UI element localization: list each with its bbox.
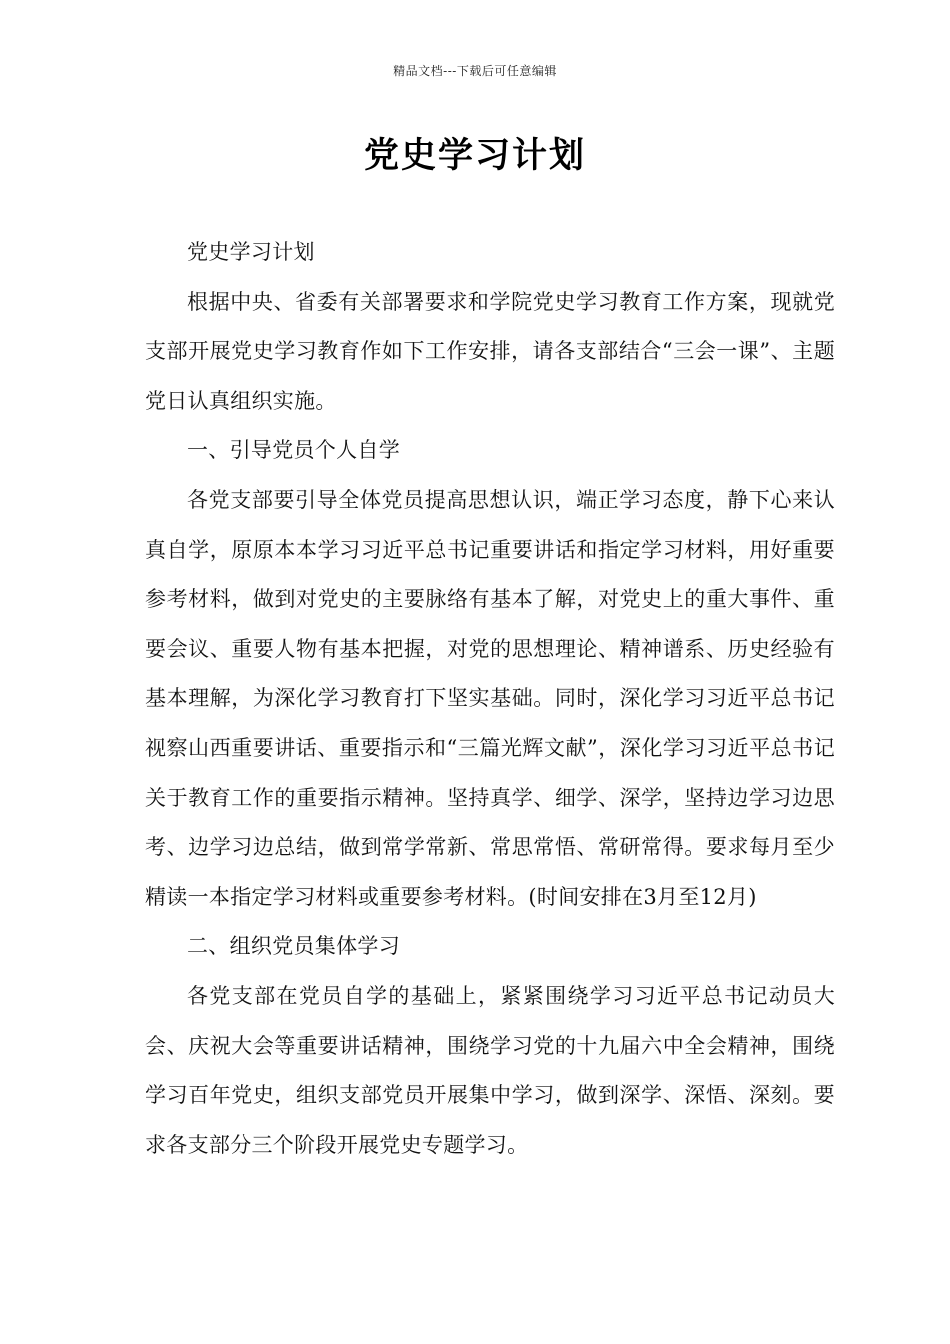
document-body (145, 228, 835, 1170)
section-heading-1: 一、引导党员个人自学 (187, 438, 400, 463)
intro-paragraph: 根据中央、省委有关部署要求和学院党史学习教育工作方案，现就党支部开展党史学习教育作如下工作安排，请各支部结合“三会一课”、主题党日认真组织实施。 (145, 289, 835, 413)
document-title: 党史学习计划 (363, 135, 586, 176)
subtitle-paragraph: 党史学习计划 (187, 240, 315, 264)
section-body-1: 各党支部要引导全体党员提高思想认识，端正学习态度，静下心来认真自学，原原本本学习习近平总书记重要讲话和指定学习材料，用好重要参考材料，做到对党史的主要脉络有基本了解，对党史上的重大事件、重要会议、重要人物有基本把握，对党的思想理论、精神谱系、历史经验有基本理解，为深化学习教育打下坚实基础。同时，深化学习习近平总书记视察山西重要讲话、重要指示和“三篇光辉文献”，深化学习习近平总书记关于教育工作的重要指示精神。坚持真学、细学、深学，坚持边学习边思考、边学习边总结，做到常学常新、常思常悟、常研常得。要求每月至少精读一本指定学习材料或重要参考材料。(时间安排在3月至12月) (145, 487, 835, 909)
section-heading-2: 二、组织党员集体学习 (187, 934, 400, 959)
section-body-2: 各党支部在党员自学的基础上，紧紧围绕学习习近平总书记动员大会、庆祝大会等重要讲话精神，围绕学习党的十九届六中全会精神，围绕学习百年党史，组织支部党员开展集中学习，做到深学、深悟、深刻。要求各支部分三个阶段开展党史专题学习。 (145, 983, 835, 1157)
header-note: 精品文档---下载后可任意编辑 (393, 64, 557, 78)
